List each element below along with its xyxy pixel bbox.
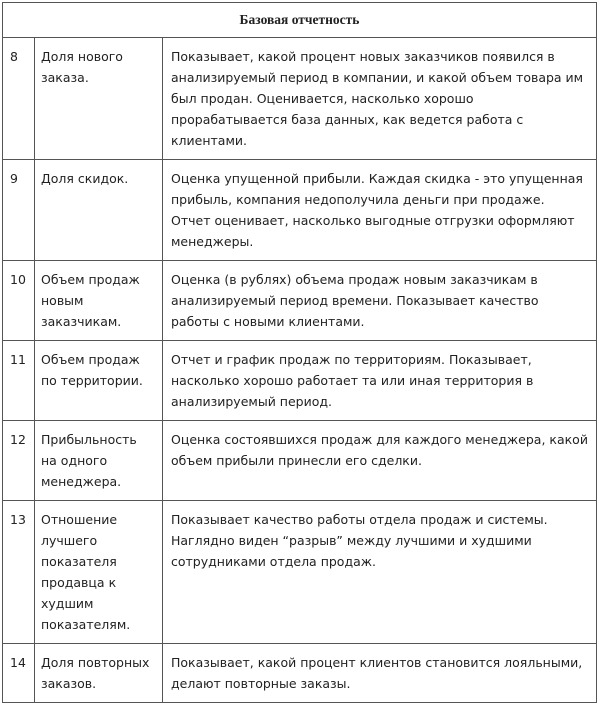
table-row (3, 261, 597, 341)
table-row (3, 501, 597, 644)
indicator-description: Показывает качество работы отдела продаж и системы. Наглядно виден “разрыв” между лучшими и худшими сотрудниками отдела продаж. (171, 512, 548, 569)
indicator-description: Показывает, какой процент клиентов становится лояльными, делают повторные заказы. (171, 655, 583, 691)
indicator-name-cell (35, 501, 163, 644)
row-number: 12 (10, 432, 26, 447)
table-row (3, 421, 597, 501)
row-number-cell (3, 501, 35, 644)
indicator-name-cell (35, 341, 163, 421)
row-number-cell (3, 341, 35, 421)
indicator-name: Доля скидок. (41, 171, 129, 186)
indicator-description-cell (163, 160, 597, 261)
table-row (3, 38, 597, 160)
row-number: 9 (10, 171, 18, 186)
indicator-description-cell (163, 38, 597, 160)
indicator-description: Оценка (в рублях) объема продаж новым заказчикам в анализируемый период времени. Показывает качество работы с новыми клиентами. (171, 272, 539, 329)
indicator-name-cell (35, 644, 163, 703)
indicator-name: Прибыльность на одного менеджера. (41, 432, 137, 489)
indicator-name: Объем продаж по территории. (41, 352, 143, 388)
indicator-name-cell (35, 38, 163, 160)
indicator-description: Показывает, какой процент новых заказчиков появился в анализируемый период в компании, и какой объем товара им был продан. Оценивается, насколько хорошо прорабатывается база данных, как ведется работа с клиентами. (171, 49, 584, 148)
table-title: Базовая отчетность (3, 3, 597, 38)
row-number-cell (3, 261, 35, 341)
row-number: 8 (10, 49, 18, 64)
indicator-description-cell (163, 341, 597, 421)
row-number-cell (3, 160, 35, 261)
indicator-description-cell (163, 421, 597, 501)
indicator-description: Оценка состоявшихся продаж для каждого менеджера, какой объем прибыли принесли его сделки. (171, 432, 588, 468)
row-number-cell (3, 421, 35, 501)
row-number-cell (3, 644, 35, 703)
table-row (3, 644, 597, 703)
table-row (3, 160, 597, 261)
row-number: 10 (10, 272, 26, 287)
indicator-name-cell (35, 160, 163, 261)
table-header-row (3, 3, 597, 38)
row-number: 13 (10, 512, 26, 527)
indicator-description-cell (163, 501, 597, 644)
indicator-description-cell (163, 644, 597, 703)
indicator-name-cell (35, 421, 163, 501)
indicator-name: Отношение лучшего показателя продавца к худшим показателям. (41, 512, 131, 632)
indicator-name: Объем продаж новым заказчикам. (41, 272, 140, 329)
indicator-name: Доля повторных заказов. (41, 655, 150, 691)
table-row (3, 341, 597, 421)
indicator-description: Отчет и график продаж по территориям. Показывает, насколько хорошо работает та или иная территория в анализируемый период. (171, 352, 534, 409)
row-number: 14 (10, 655, 26, 670)
indicator-description-cell (163, 261, 597, 341)
indicator-name-cell (35, 261, 163, 341)
row-number-cell (3, 38, 35, 160)
row-number: 11 (10, 352, 26, 367)
base-reporting-table (2, 2, 597, 703)
indicator-description: Оценка упущенной прибыли. Каждая скидка - это упущенная прибыль, компания недополучила деньги при продаже. Отчет оценивает, насколько выгодные отгрузки оформляют менеджеры. (171, 171, 583, 249)
indicator-name: Доля нового заказа. (41, 49, 123, 85)
